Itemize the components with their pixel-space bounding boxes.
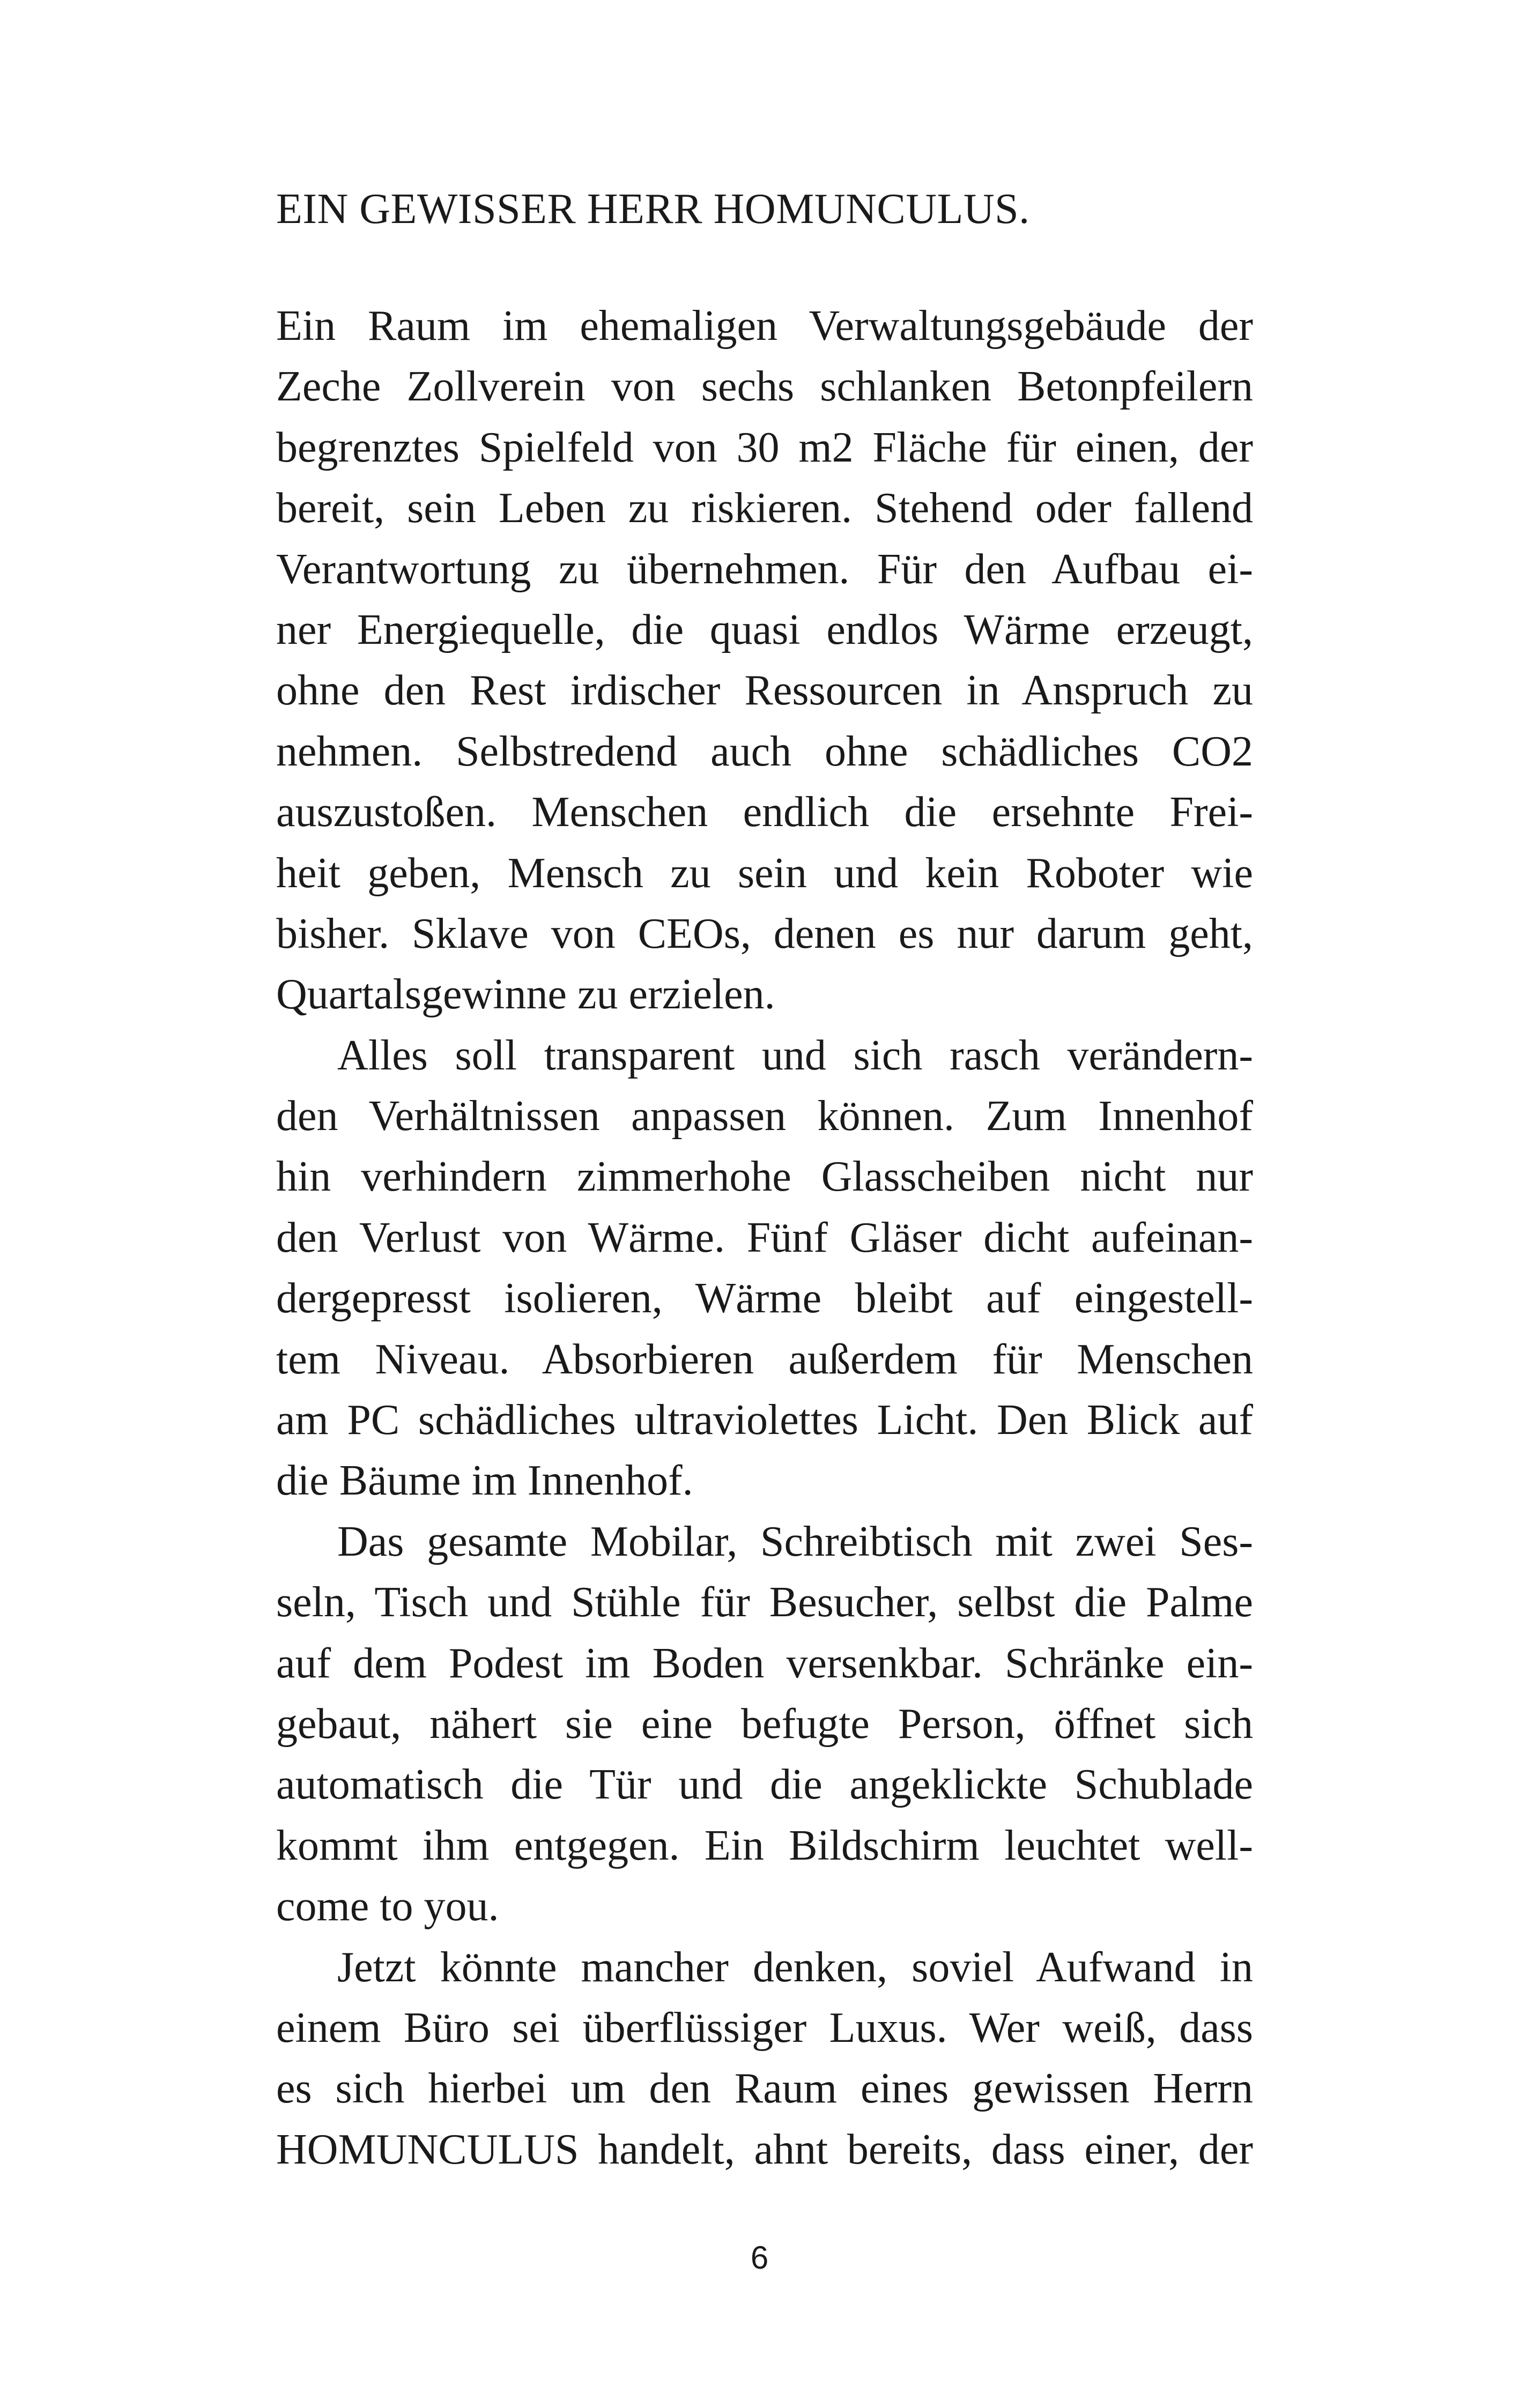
text-line: auf dem Podest im Boden versenkbar. Schränke ein- (276, 1639, 1253, 1687)
text-line: Ein Raum im ehemaligen Verwaltungsgebäude der (276, 302, 1253, 350)
text-line: Quartalsgewinne zu erzielen. (276, 971, 775, 1019)
paragraph-2 (276, 1025, 1253, 1512)
text-line: heit geben, Mensch zu sein und kein Roboter wie (276, 849, 1253, 897)
text-line: ohne den Rest irdischer Ressourcen in Anspruch zu (276, 667, 1253, 715)
text-line: Jetzt könnte mancher denken, soviel Aufwand in (337, 1943, 1253, 1991)
paragraph-1 (276, 296, 1253, 1025)
text-line: ner Energiequelle, die quasi endlos Wärme erzeugt, (276, 606, 1253, 653)
text-line: HOMUNCULUS handelt, ahnt bereits, dass einer, der (276, 2125, 1253, 2173)
text-line: es sich hierbei um den Raum eines gewissen Herrn (276, 2065, 1253, 2113)
text-line: nehmen. Selbstredend auch ohne schädliches CO2 (276, 727, 1253, 775)
text-line: dergepresst isolieren, Wärme bleibt auf eingestell- (276, 1275, 1253, 1322)
text-line: am PC schädliches ultraviolettes Licht. Den Blick auf (276, 1396, 1253, 1444)
text-line: die Bäume im Innenhof. (276, 1457, 693, 1505)
text-line: bisher. Sklave von CEOs, denen es nur darum geht, (276, 910, 1253, 957)
text-line: auszustoßen. Menschen endlich die ersehnte Frei- (276, 789, 1253, 836)
page-number: 6 (750, 2240, 769, 2276)
text-line: Verantwortung zu übernehmen. Für den Aufbau ei- (276, 545, 1253, 593)
paragraph-4 (276, 1937, 1253, 2181)
text-line: bereit, sein Leben zu riskieren. Stehend oder fallend (276, 485, 1253, 532)
paragraph-3 (276, 1512, 1253, 1937)
text-line: den Verlust von Wärme. Fünf Gläser dicht aufeinan- (276, 1214, 1253, 1261)
text-line: seln, Tisch und Stühle für Besucher, selbst die Palme (276, 1579, 1253, 1626)
text-line: tem Niveau. Absorbieren außerdem für Menschen (276, 1335, 1253, 1383)
text-line: Zeche Zollverein von sechs schlanken Betonpfeilern (276, 363, 1253, 411)
text-line: hin verhindern zimmerhohe Glasscheiben nicht nur (276, 1153, 1253, 1201)
text-line: begrenztes Spielfeld von 30 m2 Fläche für einen, der (276, 423, 1253, 471)
text-line: automatisch die Tür und die angeklickte Schublade (276, 1761, 1253, 1809)
text-line: Alles soll transparent und sich rasch verändern- (337, 1031, 1253, 1079)
text-line: einem Büro sei überflüssiger Luxus. Wer weiß, dass (276, 2004, 1253, 2052)
text-line: kommt ihm entgegen. Ein Bildschirm leuchtet well- (276, 1822, 1253, 1869)
text-line: come to you. (276, 1883, 499, 1930)
text-line: Das gesamte Mobilar, Schreibtisch mit zwei Ses- (337, 1518, 1253, 1565)
chapter-heading: EIN GEWISSER HERR HOMUNCULUS. (276, 185, 1030, 233)
body-text (276, 296, 1253, 2180)
text-line: den Verhältnissen anpassen können. Zum Innenhof (276, 1092, 1253, 1140)
text-line: gebaut, nähert sie eine befugte Person, öffnet sich (276, 1700, 1253, 1748)
